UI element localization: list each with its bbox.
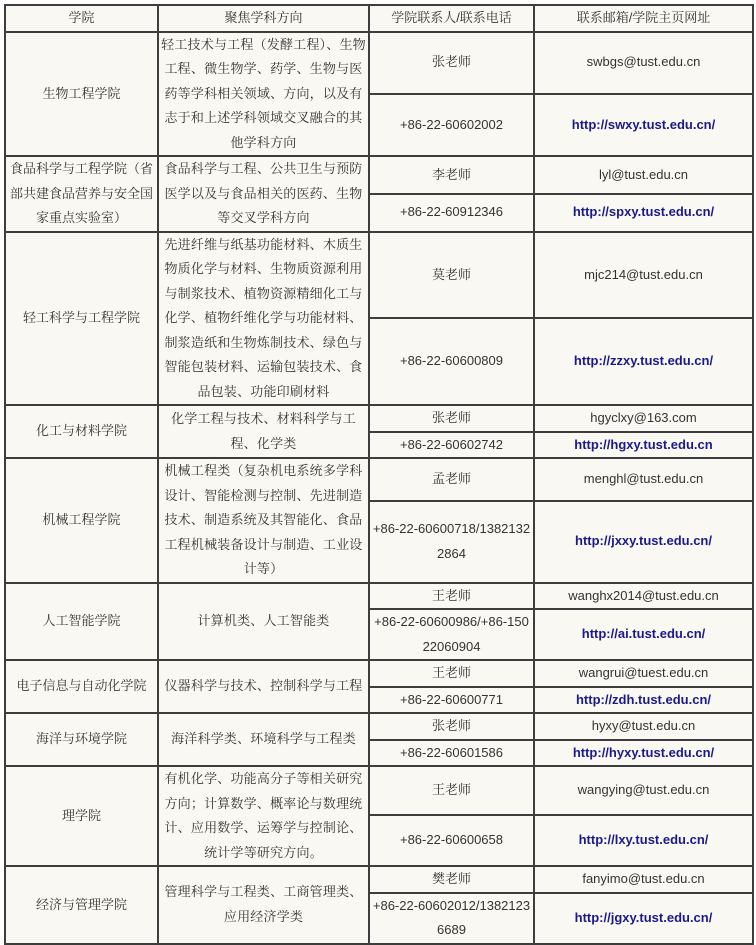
focus-disciplines: 仪器科学与技术、控制科学与工程	[158, 660, 369, 713]
college-website-link[interactable]: http://hyxy.tust.edu.cn/	[572, 744, 715, 760]
contact-email: fanyimo@tust.edu.cn	[534, 866, 753, 893]
contact-phone: +86-22-60602002	[369, 94, 534, 156]
contact-phone: +86-22-60601586	[369, 740, 534, 767]
table-row	[5, 713, 753, 740]
focus-disciplines: 计算机类、人工智能类	[158, 583, 369, 661]
contact-person: 莫老师	[369, 232, 534, 319]
contact-person: 李老师	[369, 156, 534, 194]
college-website-link[interactable]: http://zzxy.tust.edu.cn/	[573, 353, 714, 369]
contact-person: 樊老师	[369, 866, 534, 893]
college-website-link[interactable]: http://zdh.tust.edu.cn/	[575, 691, 712, 707]
college-name: 电子信息与自动化学院	[5, 660, 158, 713]
focus-disciplines: 食品科学与工程、公共卫生与预防医学以及与食品相关的医药、生物等交叉学科方向	[158, 156, 369, 232]
table-row	[5, 232, 753, 319]
contact-email: wangying@tust.edu.cn	[534, 766, 753, 815]
table-row	[5, 458, 753, 501]
contact-phone: +86-22-60602742	[369, 432, 534, 459]
focus-disciplines: 机械工程类（复杂机电系统多学科设计、智能检测与控制、先进制造技术、制造系统及其智能化、食品工程机械装备设计与制造、工业设计等）	[158, 458, 369, 583]
contact-email: hgyclxy@163.com	[534, 405, 753, 432]
header-focus: 聚焦学科方向	[158, 5, 369, 32]
table-row	[5, 583, 753, 610]
header-college: 学院	[5, 5, 158, 32]
contact-email: wangrui@tuest.edu.cn	[534, 660, 753, 687]
contact-person: 张老师	[369, 32, 534, 94]
contact-phone: +86-22-60600771	[369, 687, 534, 714]
college-website-link[interactable]: http://jxxy.tust.edu.cn/	[575, 533, 712, 549]
college-website-link[interactable]: http://lxy.tust.edu.cn/	[578, 832, 709, 848]
college-name: 人工智能学院	[5, 583, 158, 661]
contact-email: mjc214@tust.edu.cn	[534, 232, 753, 319]
table-row	[5, 32, 753, 94]
college-website-link[interactable]: http://ai.tust.edu.cn/	[581, 626, 706, 642]
contact-person: 孟老师	[369, 458, 534, 501]
focus-disciplines: 轻工技术与工程（发酵工程）、生物工程、微生物学、药学、生物与医药等学科相关领域、方向，以及有志于和上述学科领域交叉融合的其他学科方向	[158, 32, 369, 157]
college-website-link[interactable]: http://spxy.tust.edu.cn/	[572, 204, 715, 220]
header-row	[5, 5, 753, 32]
contact-phone: +86-22-60600986/+86-15022060904	[369, 609, 534, 660]
contact-email: lyl@tust.edu.cn	[534, 156, 753, 194]
contact-phone: +86-22-60600718/13821322864	[369, 501, 534, 583]
college-name: 轻工科学与工程学院	[5, 232, 158, 406]
contact-phone: +86-22-60602012/13821236689	[369, 893, 534, 944]
college-name: 化工与材料学院	[5, 405, 158, 458]
contact-email: wanghx2014@tust.edu.cn	[534, 583, 753, 610]
header-contact-phone: 学院联系人/联系电话	[369, 5, 534, 32]
college-website-link[interactable]: http://hgxy.tust.edu.cn	[574, 436, 713, 452]
table-row	[5, 866, 753, 893]
focus-disciplines: 管理科学与工程类、工商管理类、应用经济学类	[158, 866, 369, 944]
table-row	[5, 405, 753, 432]
header-email-website: 联系邮箱/学院主页网址	[534, 5, 753, 32]
table-row	[5, 660, 753, 687]
college-name: 生物工程学院	[5, 32, 158, 157]
college-website-link[interactable]: http://jgxy.tust.edu.cn/	[574, 909, 713, 925]
college-name: 海洋与环境学院	[5, 713, 158, 766]
contact-person: 张老师	[369, 405, 534, 432]
contact-phone: +86-22-60600809	[369, 318, 534, 405]
contact-person: 王老师	[369, 660, 534, 687]
contact-email: menghl@tust.edu.cn	[534, 458, 753, 501]
focus-disciplines: 化学工程与技术、材料科学与工程、化学类	[158, 405, 369, 458]
contact-person: 张老师	[369, 713, 534, 740]
college-name: 食品科学与工程学院（省部共建食品营养与安全国家重点实验室）	[5, 156, 158, 232]
contact-email: hyxy@tust.edu.cn	[534, 713, 753, 740]
focus-disciplines: 海洋科学类、环境科学与工程类	[158, 713, 369, 766]
contact-email: swbgs@tust.edu.cn	[534, 32, 753, 94]
focus-disciplines: 有机化学、功能高分子等相关研究方向；计算数学、概率论与数理统计、应用数学、运筹学与控制论、统计学等研究方向。	[158, 766, 369, 866]
contact-person: 王老师	[369, 583, 534, 610]
contact-person: 王老师	[369, 766, 534, 815]
college-contacts-table	[4, 4, 754, 945]
contact-phone: +86-22-60600658	[369, 815, 534, 866]
table-row	[5, 156, 753, 194]
contact-phone: +86-22-60912346	[369, 194, 534, 232]
table-row	[5, 766, 753, 815]
focus-disciplines: 先进纤维与纸基功能材料、木质生物质化学与材料、生物质资源利用与制浆技术、植物资源精细化工与化学、植物纤维化学与功能材料、制浆造纸和生物炼制技术、绿色与智能包装材料、运输包装技术、食品包装、功能印刷材料	[158, 232, 369, 406]
college-website-link[interactable]: http://swxy.tust.edu.cn/	[571, 116, 716, 132]
college-name: 经济与管理学院	[5, 866, 158, 944]
college-name: 机械工程学院	[5, 458, 158, 583]
college-name: 理学院	[5, 766, 158, 866]
